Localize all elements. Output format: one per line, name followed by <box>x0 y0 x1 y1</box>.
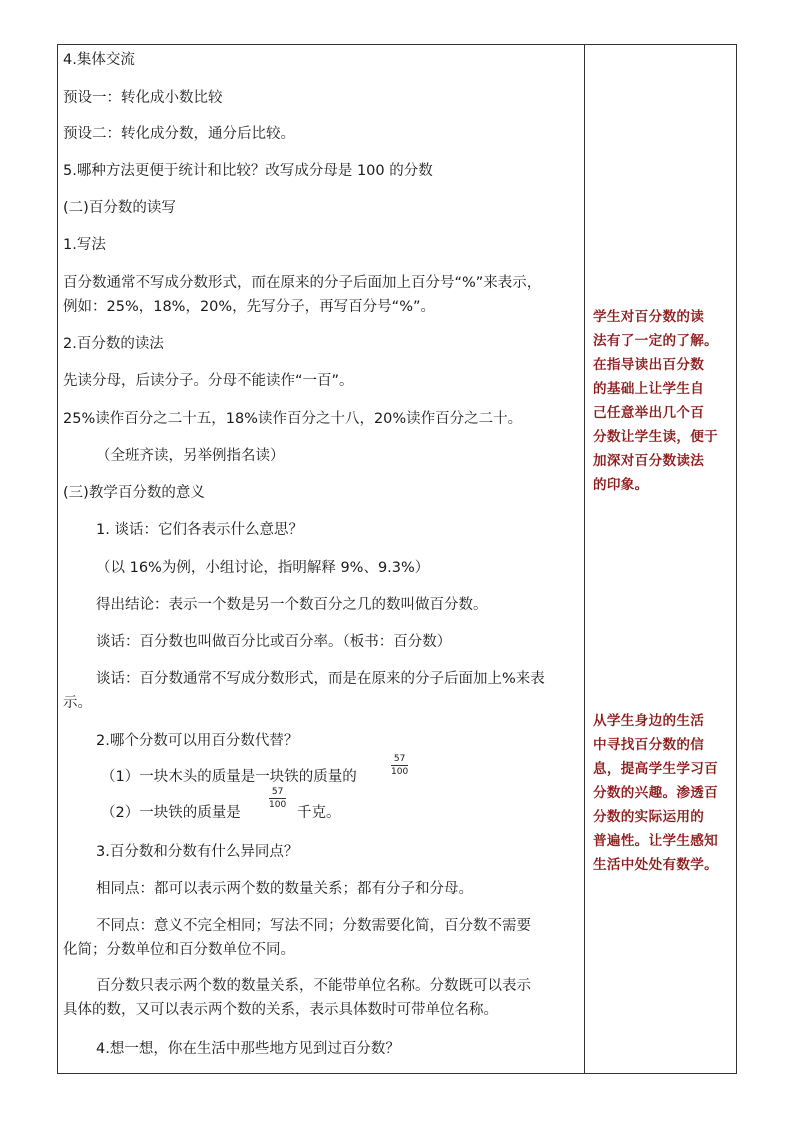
note-line: 息，提高学生学习百 <box>593 761 719 777</box>
text-line: 25%读作百分之二十五，18%读作百分之十八，20%读作百分之二十。 <box>63 411 523 427</box>
teaching-note-2 <box>593 709 733 877</box>
text-line: 4.想一想，你在生活中那些地方见到过百分数？ <box>96 1041 400 1057</box>
section-heading: (三)教学百分数的意义 <box>63 485 205 501</box>
note-line: 中寻找百分数的信 <box>593 737 705 753</box>
fraction-numerator: 57 <box>393 754 406 764</box>
text-line: 预设二：转化成分数，通分后比较。 <box>63 126 295 142</box>
text-line: 谈话：百分数也叫做百分比或百分率。（板书：百分数） <box>96 634 452 650</box>
note-line: 己任意举出几个百 <box>593 405 705 421</box>
text-line: 化简；分数单位和百分数单位不同。 <box>63 942 295 958</box>
text-line: 3.百分数和分数有什么异同点？ <box>96 844 299 860</box>
text-line: 预设一：转化成小数比较 <box>63 90 223 106</box>
text-line: 2.百分数的读法 <box>63 336 164 352</box>
text-line: 1. 谈话：它们各表示什么意思？ <box>96 522 303 538</box>
fraction-denominator: 100 <box>269 800 287 810</box>
section-heading: (二)百分数的读写 <box>63 200 176 216</box>
text-line: 示。 <box>63 695 92 711</box>
text-line: 例如：25%，18%，20%，先写分子，再写百分号“%”。 <box>63 299 435 315</box>
teaching-note-1 <box>593 305 733 497</box>
text-line: 4.集体交流 <box>63 52 135 68</box>
text-line: 百分数通常不写成分数形式，而在原来的分子后面加上百分号“%”来表示， <box>63 275 542 291</box>
fraction <box>269 787 286 810</box>
text-line: 5.哪种方法更便于统计和比较？改写成分母是 100 的分数 <box>63 163 433 179</box>
text-line: 2.哪个分数可以用百分数代替？ <box>96 733 299 749</box>
note-line: 分数让学生读，便于 <box>593 429 719 445</box>
note-line: 的基础上让学生自 <box>593 381 705 397</box>
note-line: 在指导读出百分数 <box>593 357 705 373</box>
text-line: 谈话：百分数通常不写成分数形式，而是在原来的分子后面加上%来表 <box>96 671 545 687</box>
fraction-denominator: 100 <box>391 767 409 777</box>
text-line: （以 16%为例，小组讨论，指明解释 9%、9.3%） <box>96 560 430 576</box>
text-line: 1.写法 <box>63 237 106 253</box>
note-line: 从学生身边的生活 <box>593 713 705 729</box>
column-divider <box>584 44 585 1074</box>
note-line: 分数的实际运用的 <box>593 809 705 825</box>
text-line: 先读分母，后读分子。分母不能读作“一百”。 <box>63 373 354 389</box>
note-line: 的印象。 <box>593 477 649 493</box>
note-line: 加深对百分数读法 <box>593 453 705 469</box>
text-line: 相同点：都可以表示两个数的数量关系；都有分子和分母。 <box>96 881 473 897</box>
note-line: 分数的兴趣。渗透百 <box>593 785 719 801</box>
text-line: （1）一块木头的质量是一块铁的质量的 <box>101 769 357 785</box>
note-line: 生活中处处有数学。 <box>593 857 719 873</box>
text-line: （2）一块铁的质量是 <box>101 805 241 821</box>
text-line: 不同点：意义不完全相同；写法不同；分数需要化简，百分数不需要 <box>96 918 531 934</box>
note-line: 学生对百分数的读 <box>593 309 705 325</box>
fraction-numerator: 57 <box>271 787 284 797</box>
text-line: 千克。 <box>297 805 341 821</box>
fraction <box>391 754 408 777</box>
text-line: 具体的数，又可以表示两个数的关系，表示具体数时可带单位名称。 <box>63 1002 498 1018</box>
text-line: 得出结论：表示一个数是另一个数百分之几的数叫做百分数。 <box>96 597 488 613</box>
text-line: 百分数只表示两个数的数量关系，不能带单位名称。分数既可以表示 <box>96 978 531 994</box>
note-line: 普遍性。让学生感知 <box>593 833 719 849</box>
note-line: 法有了一定的了解。 <box>593 333 719 349</box>
text-line: （全班齐读，另举例指名读） <box>96 448 285 464</box>
